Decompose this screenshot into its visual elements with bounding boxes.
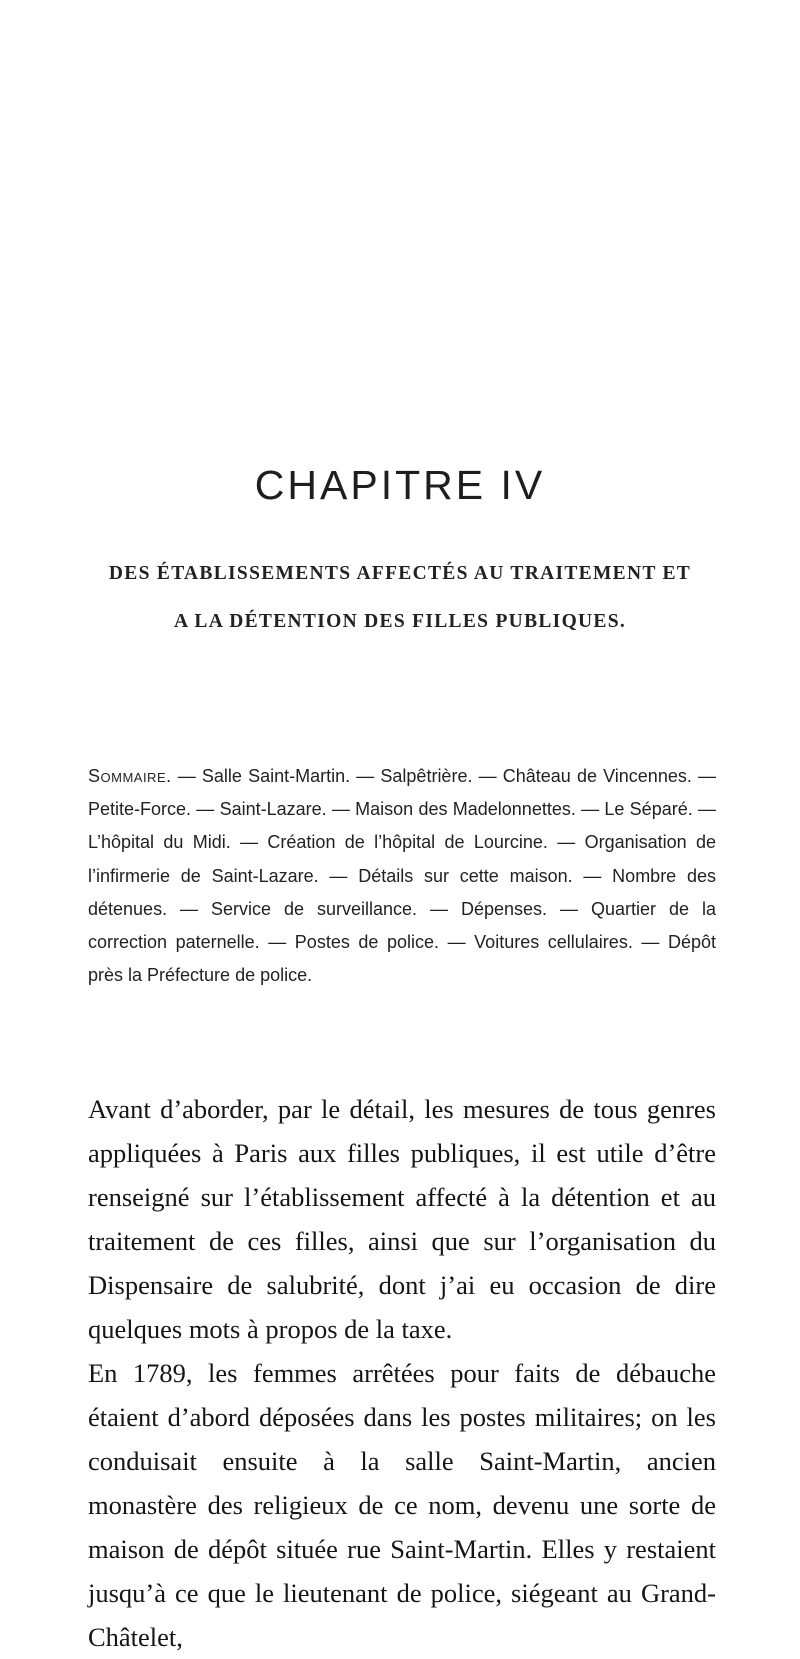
body-paragraph: Avant d’aborder, par le détail, les mesures de tous genres appliquées à Paris aux filles publiques, il est utile d’être renseigné sur l’établissement affecté à la détention et au traitement de ces filles, ainsi que sur l’organisation du Dispensaire de salubrité, dont j’ai eu occasion de dire quelques mots à propos de la taxe. — [88, 1094, 716, 1344]
chapter-title: CHAPITRE IV — [254, 462, 546, 508]
chapter-subtitle: DES ÉTABLISSEMENTS AFFECTÉS AU TRAITEMENT ET A LA DÉTENTION DES FILLES PUBLIQUES. — [108, 563, 692, 632]
summary-text: — Salle Saint-Martin. — Salpêtrière. — Château de Vincennes. — Petite-Force. — Saint-Lazare. — Maison des Madelonnettes. — Le Séparé. — L’hôpital du Midi. — Création de l’hôpital de Lourcine. — Organisation de l’infirmerie de Saint-Lazare. — Détails sur cette maison. — Nombre des détenues. — Service de surveillance. — Dépenses. — Quartier de la correction paternelle. — Postes de police. — Voitures cellulaires. — Dépôt près la Préfecture de police. — [88, 766, 716, 986]
body-text — [88, 1087, 716, 1659]
summary-label: Sommaire. — [88, 766, 172, 786]
body-paragraph: En 1789, les femmes arrêtées pour faits de débauche étaient d’abord déposées dans les postes militaires; on les conduisait ensuite à la salle Saint-Martin, ancien monastère des religieux de ce nom, devenu une sorte de maison de dépôt située rue Saint-Martin. Elles y restaient jusqu’à ce que le lieutenant de police, siégeant au Grand-Châtelet, — [88, 1358, 716, 1652]
chapter-summary — [88, 760, 716, 992]
